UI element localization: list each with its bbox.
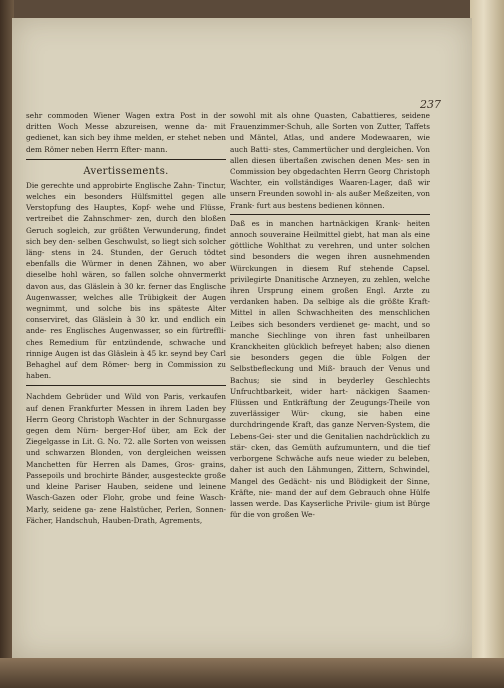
right-column [230, 110, 430, 522]
page-number: 237 [420, 98, 441, 111]
left-paragraph-2: Die gerechte und approbirte Englische Zahn- Tinctur, welches ein besonders Hülfsmittel gegen alle Verstopfung des Hauptes, Kopf- wehe und Flüsse, vertreibet die Zahnschmer- zen, durch den bloßen Geruch sogleich, zur größten Verwunderung, findet sich bey den- selben Geschwulst, so liegt sich solcher läng- stens in 24. Stunden, der Geruch tödtet ebenfalls die Würmer in denen Zähnen, wo aber dieselbe hohl wären, so fallen solche ohnvermerkt davon aus, das Gläslein à 30 kr. ferner das Englische Augenwasser, welches alle Trübigkeit der Augen wegnimmt, und solche bis ins späteste Alter conserviret, das Gläslein à 30 kr. und endlich ein ande- res Englisches Augenwasser, so ein fürtreffli- ches Remedium für entzündende, schwache und rinnige Augen ist das Gläslein à 45 kr. seynd bey Carl Behaghel auf dem Römer- berg in Commission zu haben. [26, 180, 226, 381]
section-heading: Avertissements. [83, 165, 169, 177]
right-paragraph-2: Daß es in manchen hartnäckigen Krank- heiten annoch souveraine Heilmittel giebt, hat man als eine göttliche Wohlthat zu verehren, und unter solchen sind besonders die wegen ihren ausnehmenden Würckungen in diesem Ruf stehende Capsel. privilegirte Dnanitische Arzneyen, zu zehlen, welche ihren Ursprung einem großen Engl. Arzte zu verdanken haben. Da selbige als die größte Kraft-Mittel in allen Schwachheiten des menschlichen Leibes sich besonders verdienet ge- macht, und so manche Siechlinge von ihren fast unheilbaren Kranckheiten glücklich befreyet haben; also dienen sie besonders gegen die üble Folgen der Selbstbefleckung und Miß- brauch der Venus und Bachus; sie sind in beyderley Geschlechts Unfruchtbarkeit, wider hart- näckigen Saamen-Flüssen und Entkräftung der Zeugungs-Theile von zuverlässiger Wür- ckung, sie haben eine durchdringende Kraft, das ganze Nerven-System, die Lebens-Gei- ster und die Genitalien nachdrücklich zu stär- cken, das Gemüth aufzumuntern, und die tief verborgene Schwäche aufs neue wieder zu beleben, daher ist auch den Lähmungen, Zittern, Schwindel, Mangel des Gedächt- nis und Blödigkeit der Sinne, Kräfte, nie- mand der auf dem Gebrauch ohne Hülfe lassen werde. Das Kayserliche Privile- gium ist Bürge für die von großen We- [230, 218, 430, 520]
right-paragraph-1: sowohl mit als ohne Quasten, Cabattieres, seidene Frauenzimmer-Schuh, alle Sorten von Zutter, Taffets und Mäntel, Atlas, und andere Modewaaren, wie auch Batti- stes, Cammertücher und dergleichen. Von allen diesen übertaßen zwischen denen Mes- sen in Commission bey obgedachten Herrn Georg Christoph Wachter, ein vollständiges Waaren-Lager, daß wir unsern Freunden sowohl in- als außer Meßzeiten, von Frank- furt aus bestens bedienen können. [230, 111, 430, 210]
newspaper-page [12, 18, 472, 658]
left-paragraph-3: Nachdem Gebrüder und Wild von Paris, verkaufen auf denen Frankfurter Messen in ihrem Laden bey Herrn Georg Christoph Wachter in der Schnurgasse gegen dem Nürn- berger-Hof über, am Eck der Ziegelgasse in Lit. G. No. 72. alle Sorten von weissen und schwarzen Blonden, von dergleichen weissen Manchetten für Herren als Dames, Gros- grains, Passepoils und brochirte Bänder, ausgesteckte große und kleine Pariser Hauben, seidene und leinene Wasch-Gazen oder Flohr, grobe und feine Wasch-Marly, seidene ga- zene Halstücher, Perlen, Sonnen-Fächer, Handschuh, Hauben-Drath, Agrements, [26, 392, 226, 525]
column-rule [26, 159, 226, 160]
column-rule [26, 385, 226, 386]
left-column [26, 110, 226, 528]
left-paragraph-1: sehr commoden Wiener Wagen extra Post in der dritten Woch Messe abzureisen, wenne da- mit gedienet, kan sich bey ihme melden, er stehet neben dem Römer neben Herrn Efter- mann. [26, 111, 226, 154]
book-page-edges-right [470, 0, 504, 688]
column-rule [230, 214, 430, 215]
book-cover-bottom-edge [0, 658, 504, 688]
